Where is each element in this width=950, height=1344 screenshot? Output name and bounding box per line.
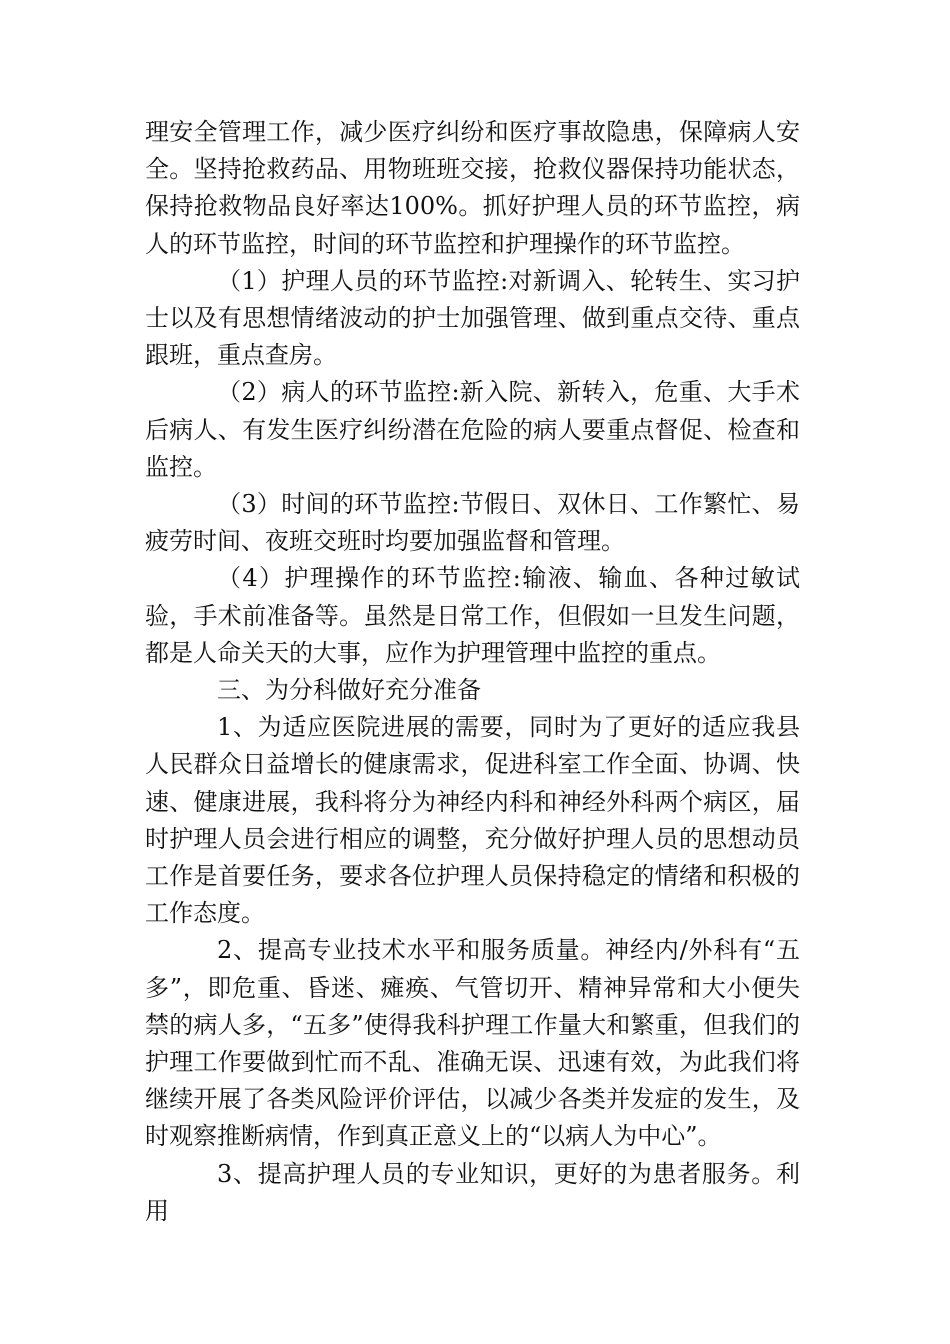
paragraph-operation-monitoring: （4）护理操作的环节监控:输液、输血、各种过敏试验，手术前准备等。虽然是日常工作，但假如一旦发生问题，都是人命关天的大事，应作为护理管理中监控的重点。 — [145, 564, 800, 667]
paragraph-nurse-monitoring: （1）护理人员的环节监控:对新调入、轮转生、实习护士以及有思想情绪波动的护士加强管理、做到重点交待、重点跟班，重点查房。 — [145, 266, 800, 370]
document-body — [145, 114, 800, 1230]
paragraph-item-3: 3、提高护理人员的专业知识，更好的为患者服务。利用 — [145, 1159, 800, 1225]
paragraph-safety-management: 理安全管理工作，减少医疗纠纷和医疗事故隐患，保障病人安全。坚持抢救药品、用物班班交接，抢救仪器保持功能状态，保持抢救物品良好率达100%。抓好护理人员的环节监控，病人的环节监控，时间的环节监控和护理操作的环节监控。 — [145, 118, 800, 258]
paragraph-item-2: 2、提高专业技术水平和服务质量。神经内/外科有“五多”，即危重、昏迷、瘫痪、气管切开、精神异常和大小便失禁的病人多，“五多”使得我科护理工作量大和繁重，但我们的护理工作要做到忙而不乱、准确无误、迅速有效，为此我们将继续开展了各类风险评价评估，以减少各类并发症的发生，及时观察推断病情，作到真正意义上的“以病人为中心”。 — [145, 936, 800, 1151]
paragraph-patient-monitoring: （2）病人的环节监控:新入院、新转入，危重、大手术后病人、有发生医疗纠纷潜在危险的病人要重点督促、检查和监控。 — [145, 378, 800, 481]
paragraph-time-monitoring: （3）时间的环节监控:节假日、双休日、工作繁忙、易疲劳时间、夜班交班时均要加强监督和管理。 — [145, 490, 800, 556]
paragraph-item-1: 1、为适应医院进展的需要，同时为了更好的适应我县人民群众日益增长的健康需求，促进科室工作全面、协调、快速、健康进展，我科将分为神经内科和神经外科两个病区，届时护理人员会进行相应的调整，充分做好护理人员的思想动员工作是首要任务，要求各位护理人员保持稳定的情绪和积极的工作态度。 — [145, 713, 800, 928]
section-heading-division-prep: 三、为分科做好充分准备 — [217, 676, 481, 705]
